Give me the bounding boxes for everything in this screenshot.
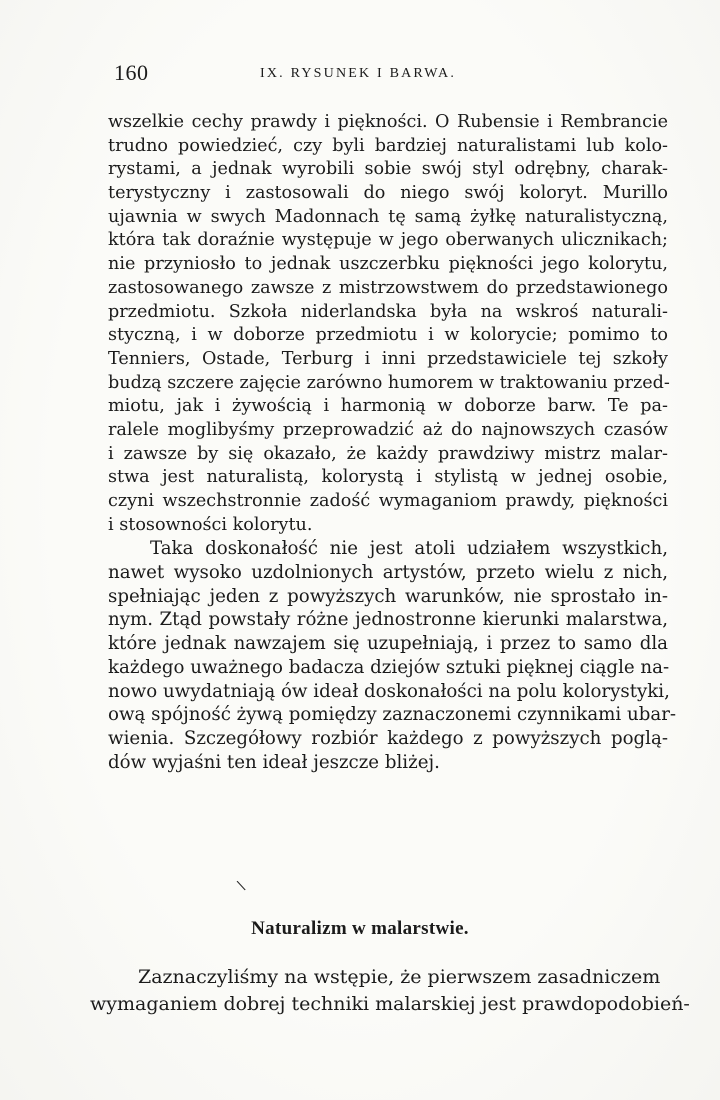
paragraph-1 [108,111,668,537]
paragraph-3 [90,964,690,1018]
text-line: ową spójność żywą pomiędzy zaznaczonemi czynnikami ubar- [108,704,677,726]
text-line: ujawnia w swych Madonnach tę samą żyłkę naturalistyczną, [108,206,668,227]
text-line: wienia. Szczegółowy rozbiór każdego z powyższych poglą- [108,727,668,749]
body-text [108,111,677,774]
text-line: styczną, i w doborze przedmiotu i w kolorycie; pomimo to [108,325,668,346]
text-line: Tenniers, Ostade, Terburg i inni przedstawiciele tej szkoły [108,348,668,369]
text-line: które jednak nawzajem się uzupełniają, i przez to samo dla [108,633,668,655]
text-line: przedmiotu. Szkoła niderlandska była na wskroś naturali- [108,301,668,322]
stray-ink-mark: \ [235,877,247,895]
text-line: dów wyjaśni ten ideał jeszcze bliżej. [108,751,440,773]
text-line: ralele moglibyśmy przeprowadzić aż do najnowszych czasów [108,419,668,440]
text-line: i zawsze by się okazało, że każdy prawdziwy mistrz malar- [108,443,668,464]
text-line: nawet wysoko uzdolnionych artystów, przeto wielu z nich, [108,562,668,584]
text-line: zastosowanego zawsze z mistrzowstwem do przedstawionego [108,277,668,298]
text-line: wszelkie cechy prawdy i piękności. O Rubensie i Rembrancie [108,112,668,132]
page-number: 160 [114,60,149,85]
text-line: stwa jest naturalistą, kolorystą i stylistą w jednej osobie, [108,467,668,488]
text-line: nowo uwydatniają ów ideał doskonałości na polu kolorystyki, [108,680,670,702]
text-line: trudno powiedzieć, czy byli bardziej naturalistami lub kolo- [108,135,668,156]
text-line: Taka doskonałość nie jest atoli udziałem wszystkich, [150,538,668,560]
text-line: rystami, a jednak wyrobili sobie swój styl odrębny, charak- [108,159,668,180]
text-line: każdego uważnego badacza dziejów sztuki pięknej ciągle na- [108,656,670,678]
text-line: i stosowności kolorytu. [108,514,313,535]
text-line: Zaznaczyliśmy na wstępie, że pierwszem zasadniczem [138,966,661,988]
running-head [112,60,670,90]
section-heading: Naturalizm w malarstwie. [251,918,469,939]
text-line: wymaganiem dobrej techniki malarskiej jest prawdopodobień- [90,993,690,1015]
text-line: nie przyniosło to jednak uszczerbku piękności jego kolorytu, [108,254,668,275]
text-line: która tak doraźnie występuje w jego oberwanych ulicznikach; [108,230,668,251]
text-line: nym. Ztąd powstały różne jednostronne kierunki malarstwa, [108,609,668,631]
text-line: czyni wszechstronnie zadość wymaganiom prawdy, piękności [108,491,668,511]
paragraph-2 [108,537,677,774]
text-line: spełniając jeden z powyższych warunków, nie sprostało in- [108,585,668,607]
text-line: terystyczny i zastosowali do niego swój koloryt. Murillo [108,183,668,204]
running-title: IX. RYSUNEK I BARWA. [260,66,457,81]
text-line: miotu, jak i żywością i harmonią w doborze barw. Te pa- [108,396,668,417]
text-line: budzą szczere zajęcie zarówno humorem w traktowaniu przed- [108,372,670,393]
